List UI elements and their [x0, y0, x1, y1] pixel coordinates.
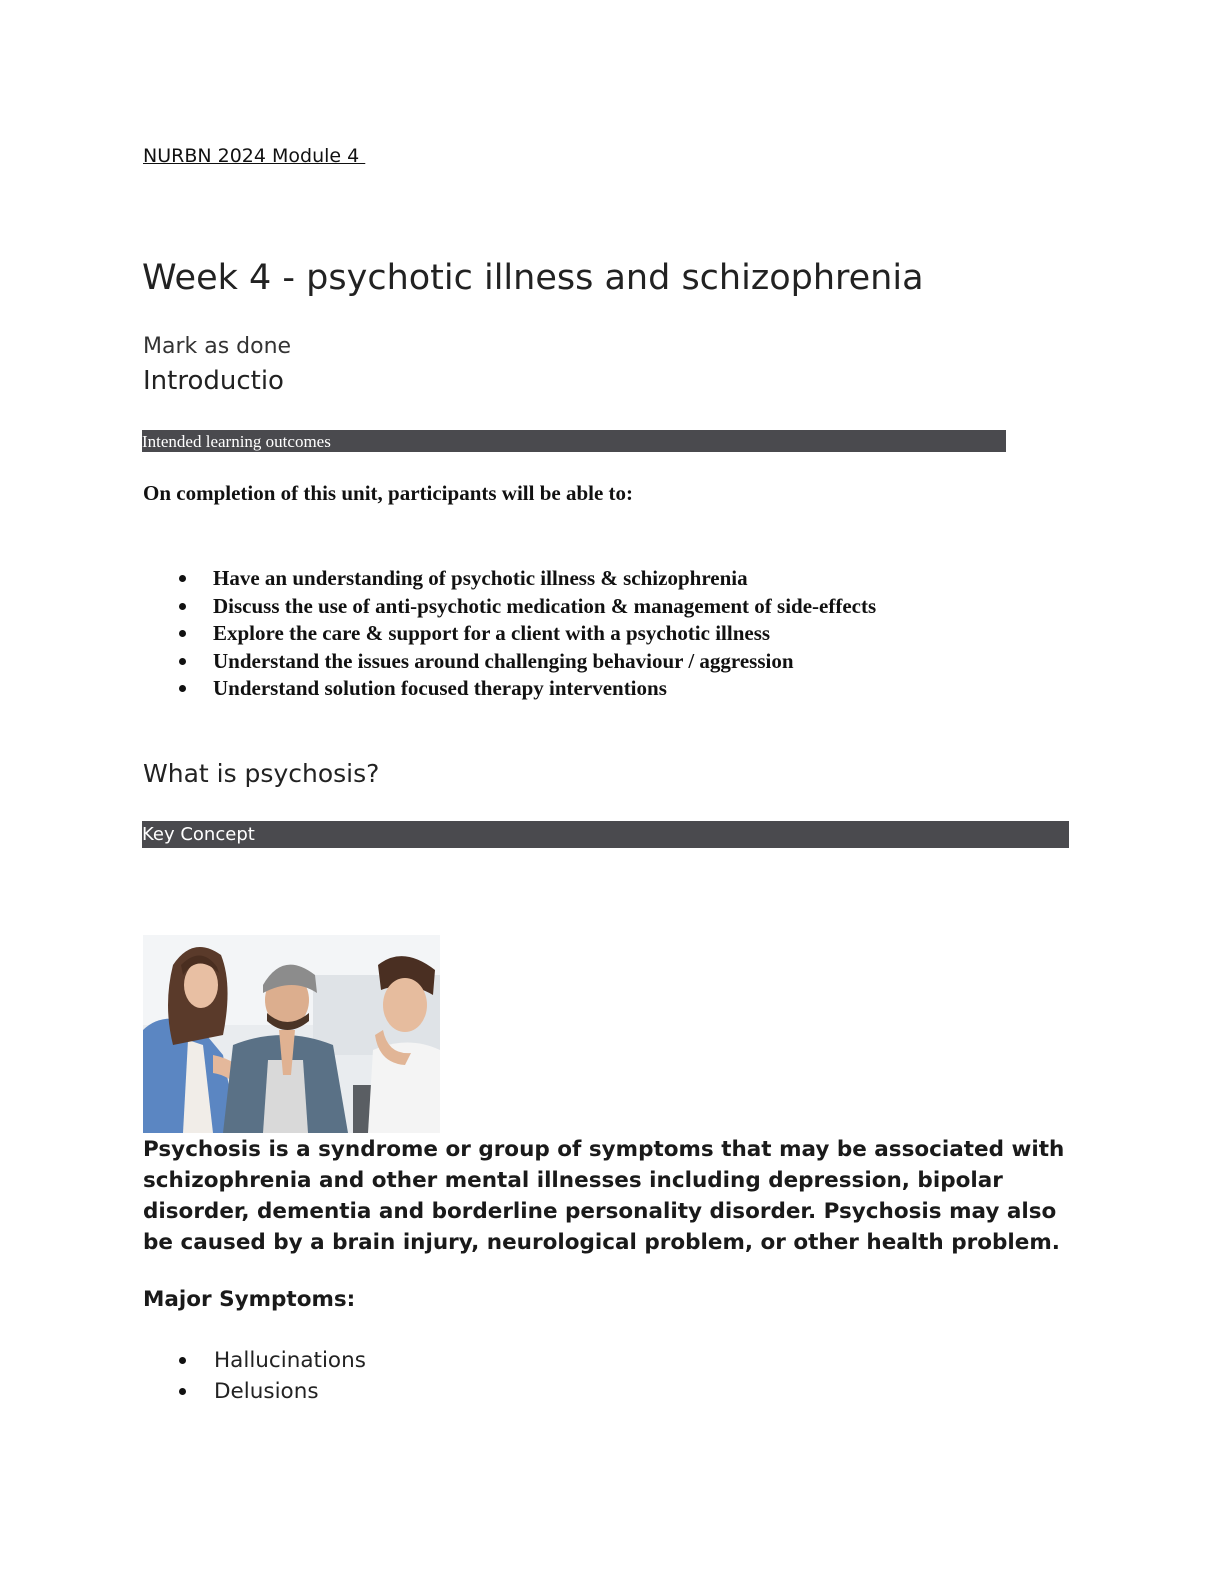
list-item: [143, 648, 876, 676]
list-item: [143, 1376, 366, 1407]
symptoms-list: [143, 1345, 366, 1407]
learning-outcomes-bar: Intended learning outcomes: [142, 430, 1006, 452]
outcome-text: Explore the care & support for a client with a psychotic illness: [213, 621, 771, 646]
psychosis-heading: What is psychosis?: [143, 759, 380, 788]
support-group-photo: [143, 935, 440, 1133]
week-title: Week 4 - psychotic illness and schizophrenia: [142, 258, 924, 298]
symptom-text: Delusions: [214, 1379, 319, 1404]
list-item: [143, 620, 876, 648]
key-concept-bar: Key Concept: [142, 821, 1069, 848]
outcome-text: Have an understanding of psychotic illness & schizophrenia: [213, 566, 748, 590]
outcome-text: Discuss the use of anti-psychotic medication & management of side-effects: [213, 593, 877, 618]
bullet-icon: [179, 575, 186, 582]
psychosis-definition: Psychosis is a syndrome or group of symptoms that may be associated with schizophrenia and other mental illnesses including depression, bipolar disorder, dementia and borderline personality disorder. Psychosis may also be caused by a brain injury, neurological problem, or other health problem.: [143, 1137, 1065, 1255]
completion-statement: On completion of this unit, participants will be able to:: [143, 481, 634, 505]
bullet-icon: [179, 1357, 186, 1364]
module-title: NURBN 2024 Module 4: [143, 145, 366, 167]
list-item: [143, 593, 876, 621]
mark-as-done-button[interactable]: Mark as done: [143, 334, 292, 359]
list-item: [143, 565, 876, 593]
bullet-icon: [179, 630, 186, 637]
outcomes-list: [143, 565, 876, 703]
bullet-icon: [179, 603, 186, 610]
list-item: [143, 1345, 366, 1376]
bullet-icon: [179, 658, 186, 665]
outcome-text: Understand the issues around challenging behaviour / aggression: [213, 648, 794, 673]
introduction-heading: Introductio: [143, 366, 284, 396]
list-item: [143, 675, 876, 703]
outcome-text: Understand solution focused therapy interventions: [213, 676, 667, 701]
major-symptoms-heading: Major Symptoms:: [143, 1287, 356, 1312]
bullet-icon: [179, 685, 186, 692]
symptom-text: Hallucinations: [214, 1348, 366, 1373]
bullet-icon: [179, 1388, 186, 1395]
